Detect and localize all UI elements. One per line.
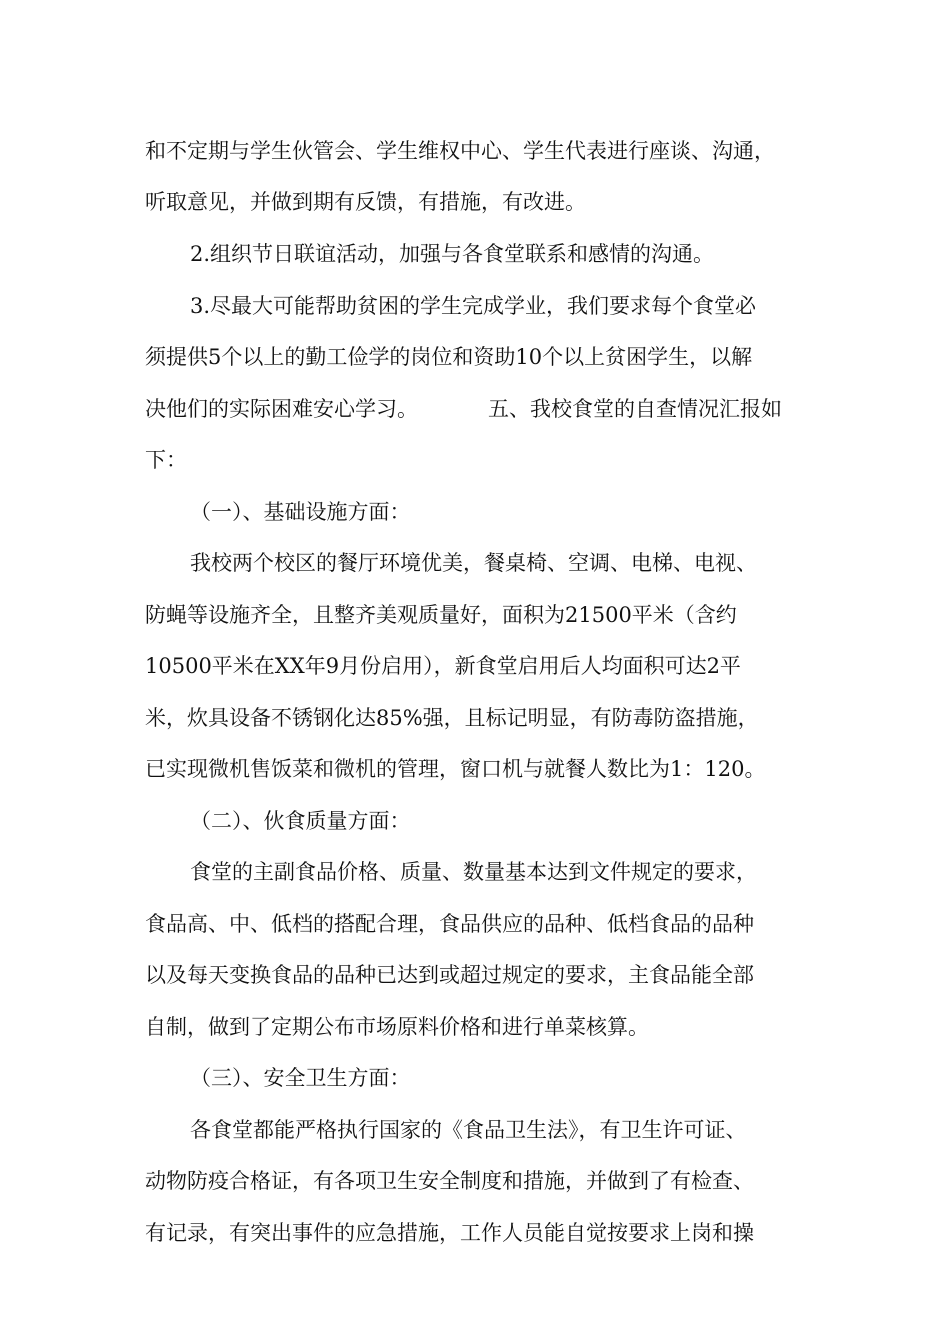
subsection-heading: （二）、伙食质量方面： — [190, 809, 411, 833]
text-line: 须提供5个以上的勤工俭学的岗位和资助10个以上贫困学生，以解 — [145, 345, 753, 369]
text-line: 10500平米在XX年9月份启用），新食堂启用后人均面积可达2平 — [145, 654, 741, 678]
text-line: 2.组织节日联谊活动，加强与各食堂联系和感情的沟通。 — [190, 242, 715, 266]
text-line: 决他们的实际困难安心学习。 — [145, 397, 418, 421]
text-line: 已实现微机售饭菜和微机的管理，窗口机与就餐人数比为1：120。 — [145, 757, 766, 781]
text-line: 有记录，有突出事件的应急措施，工作人员能自觉按要求上岗和操 — [145, 1221, 754, 1245]
text-line: 动物防疫合格证，有各项卫生安全制度和措施，并做到了有检查、 — [145, 1169, 754, 1193]
subsection-heading: （三）、安全卫生方面： — [190, 1066, 411, 1090]
text-line: 3.尽最大可能帮助贫困的学生完成学业，我们要求每个食堂必 — [190, 294, 757, 318]
text-line: 以及每天变换食品的品种已达到或超过规定的要求，主食品能全部 — [145, 963, 754, 987]
text-line: 自制，做到了定期公布市场原料价格和进行单菜核算。 — [145, 1015, 649, 1039]
text-line: 听取意见，并做到期有反馈，有措施，有改进。 — [145, 190, 586, 214]
text-line: 米，炊具设备不锈钢化达85%强，且标记明显，有防毒防盗措施， — [145, 706, 759, 730]
text-line: 各食堂都能严格执行国家的《食品卫生法》，有卫生许可证、 — [190, 1118, 747, 1142]
text-line: 和不定期与学生伙管会、学生维权中心、学生代表进行座谈、沟通， — [145, 139, 775, 163]
section-heading: 五、我校食堂的自查情况汇报如 — [488, 397, 782, 421]
subsection-heading: （一）、基础设施方面： — [190, 500, 411, 524]
text-line: 我校两个校区的餐厅环境优美，餐桌椅、空调、电梯、电视、 — [190, 551, 757, 575]
text-line: 下： — [145, 448, 187, 472]
text-line: 防蝇等设施齐全，且整齐美观质量好，面积为21500平米（含约 — [145, 603, 737, 627]
text-line: 食堂的主副食品价格、质量、数量基本达到文件规定的要求， — [190, 860, 757, 884]
text-line: 食品高、中、低档的搭配合理，食品供应的品种、低档食品的品种 — [145, 912, 754, 936]
